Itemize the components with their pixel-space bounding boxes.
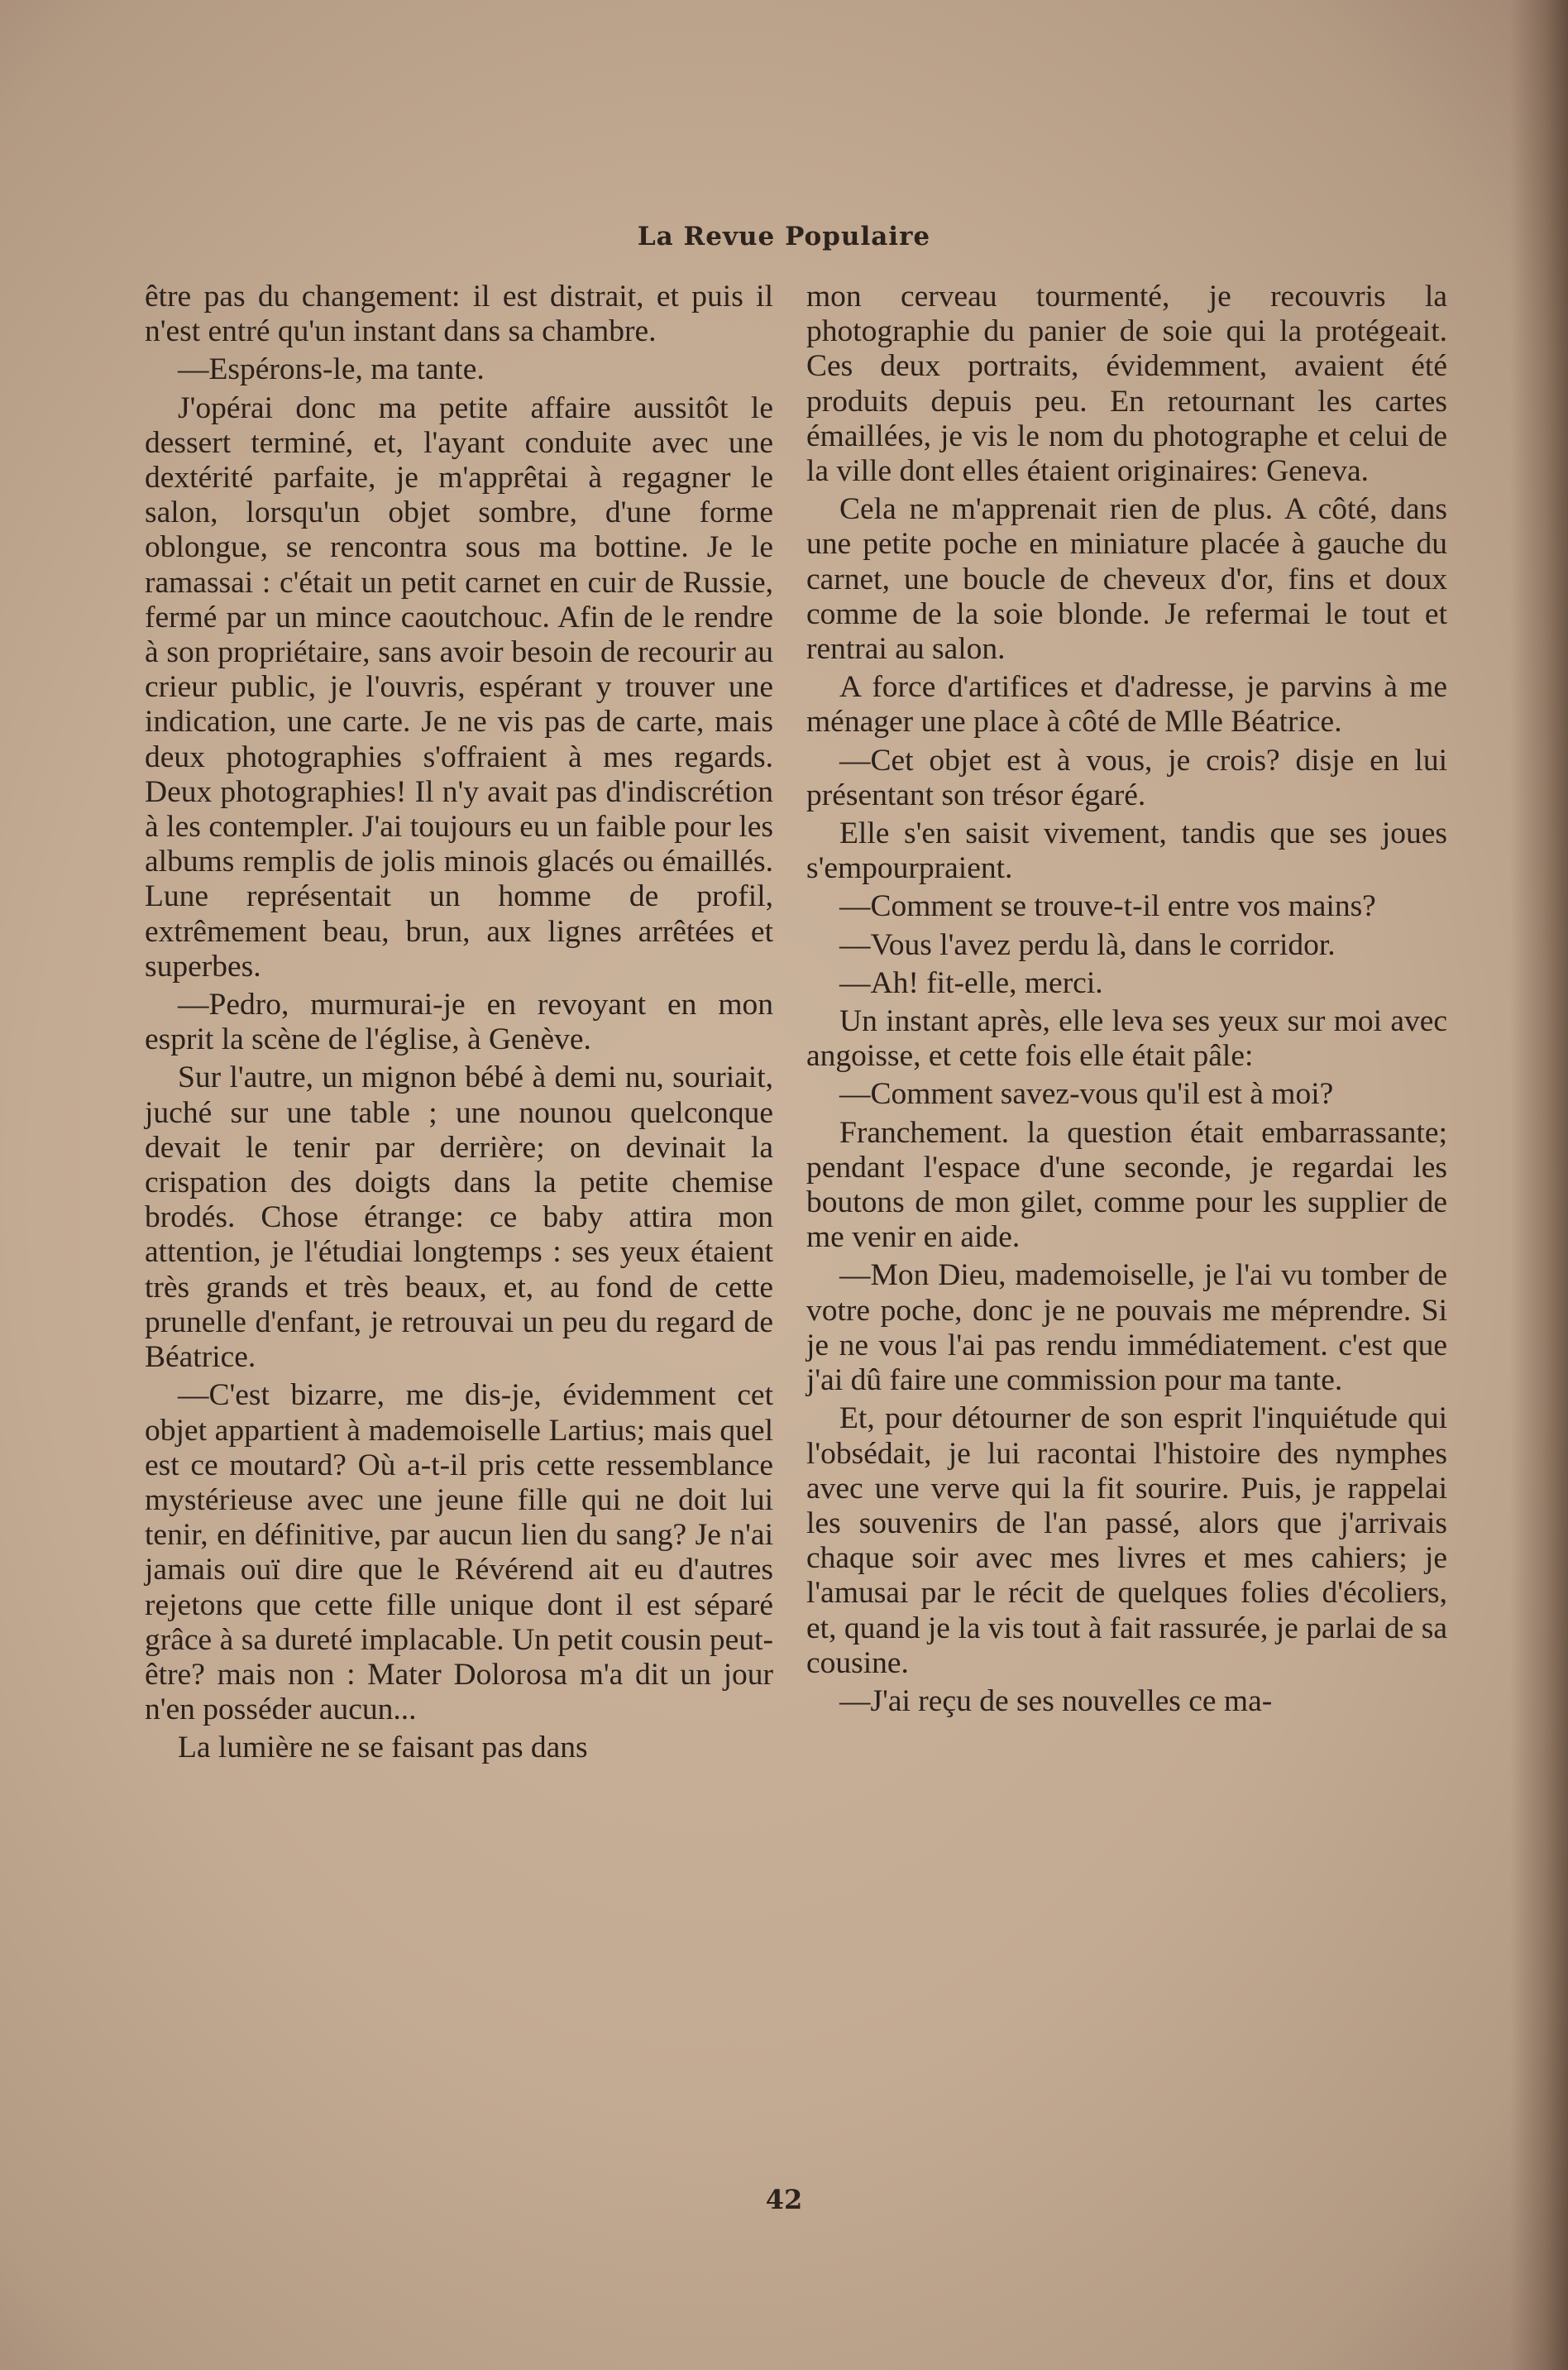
paragraph: —Comment se trouve-t-il entre vos mains? — [839, 889, 1376, 924]
paragraph: —Vous l'avez perdu là, dans le corridor. — [839, 927, 1336, 962]
left-column — [145, 280, 773, 1769]
paragraph: Et, pour détourner de son esprit l'inquiétude qui l'obsédait, je lui racontai l'histoire des nymphes avec une verve qui la fit sourire. Puis, je rappelai les souvenirs de l'an passé, alors que j'arrivais chaque soir avec mes livres et mes cahiers; je l'amusai par le récit de quelques folies d'écoliers, et, quand je la vis tout à fait rassurée, je parlai de sa cousine. — [806, 1401, 1447, 1680]
paragraph: La lumière ne se faisant pas dans — [178, 1731, 588, 1765]
paragraph: —Ah! fit-elle, merci. — [839, 965, 1103, 1000]
page-number: 42 — [765, 2184, 803, 2215]
paragraph: J'opérai donc ma petite affaire aussitôt le dessert terminé, et, l'ayant conduite avec une dextérité parfaite, je m'apprêtai à regagner le salon, lorsqu'un objet sombre, d'une forme oblongue, se rencontra sous ma bottine. Je le ramassai : c'était un petit carnet en cuir de Russie, fermé par un mince caoutchouc. Afin de le rendre à son propriétaire, sans avoir besoin de recourir au crieur public, je l'ouvris, espérant y trouver une indication, une carte. Je ne vis pas de carte, mais deux photographies s'offraient à mes regards. Deux photographies! Il n'y avait pas d'indiscrétion à les contempler. J'ai toujours eu un faible pour les albums remplis de jolis minois glacés ou émaillés. Lune représentait un homme de profil, extrêmement beau, brun, aux lignes arrêtées et superbes. — [145, 390, 773, 984]
paragraph: —Mon Dieu, mademoiselle, je l'ai vu tomber de votre poche, donc je ne pouvais me méprendre. Si je ne vous l'ai pas rendu immédiatement. c'est que j'ai dû faire une commission pour ma tante. — [806, 1258, 1447, 1398]
paragraph: Sur l'autre, un mignon bébé à demi nu, souriait, juché sur une table ; une nounou quelconque devait le tenir par derrière; on devinait la crispation des doigts dans la petite chemise brodés. Chose étrange: ce baby attira mon attention, je l'étudiai longtemps : ses yeux étaient très grands et très beaux, et, au fond de cette prunelle d'enfant, je retrouvai un peu du regard de Béatrice. — [145, 1061, 773, 1375]
paragraph: Franchement. la question était embarrassante; pendant l'espace d'une seconde, je regardai les boutons de mon gilet, comme pour les supplier de me venir en aide. — [806, 1115, 1447, 1255]
paragraph: —Comment savez-vous qu'il est à moi? — [839, 1077, 1334, 1112]
paragraph: mon cerveau tourmenté, je recouvris la photographie du panier de soie qui la protégeait. Ces deux portraits, évidemment, avaient été produits depuis peu. En retournant les cartes émaillées, je vis le nom du photographe et celui de la ville dont elles étaient originaires: Geneva. — [806, 280, 1447, 489]
paragraph: —J'ai reçu de ses nouvelles ce ma- — [839, 1683, 1273, 1718]
paragraph: —Cet objet est à vous, je crois? disje en lui présentant son trésor égaré. — [806, 743, 1447, 812]
paragraph: —Espérons-le, ma tante. — [178, 352, 485, 387]
right-column — [806, 280, 1447, 1722]
paragraph: être pas du changement: il est distrait, et puis il n'est entré qu'un instant dans sa chambre. — [145, 280, 773, 349]
page-edge-shadow — [1510, 0, 1568, 2370]
running-header: La Revue Populaire — [637, 222, 931, 251]
paragraph: Cela ne m'apprenait rien de plus. A côté, dans une petite poche en miniature placée à gauche du carnet, une boucle de cheveux d'or, fins et doux comme de la soie blonde. Je refermai le tout et rentrai au salon. — [806, 492, 1447, 667]
paragraph: —Pedro, murmurai-je en revoyant en mon esprit la scène de l'église, à Genève. — [145, 988, 773, 1057]
paragraph: A force d'artifices et d'adresse, je parvins à me ménager une place à côté de Mlle Béatrice. — [806, 670, 1447, 740]
paragraph: Elle s'en saisit vivement, tandis que ses joues s'empourpraient. — [806, 816, 1447, 886]
paragraph: Un instant après, elle leva ses yeux sur moi avec angoisse, et cette fois elle était pâle: — [806, 1004, 1447, 1074]
paragraph: —C'est bizarre, me dis-je, évidemment cet objet appartient à mademoiselle Lartius; mais quel est ce moutard? Où a-t-il pris cette ressemblance mystérieuse avec une jeune fille qui ne doit lui tenir, en définitive, par aucun lien du sang? Je n'ai jamais ouï dire que le Révérend ait eu d'autres rejetons que cette fille unique dont il est séparé grâce à sa dureté implacable. Un petit cousin peut-être? mais non : Mater Dolorosa m'a dit un jour n'en posséder aucun... — [145, 1378, 773, 1727]
